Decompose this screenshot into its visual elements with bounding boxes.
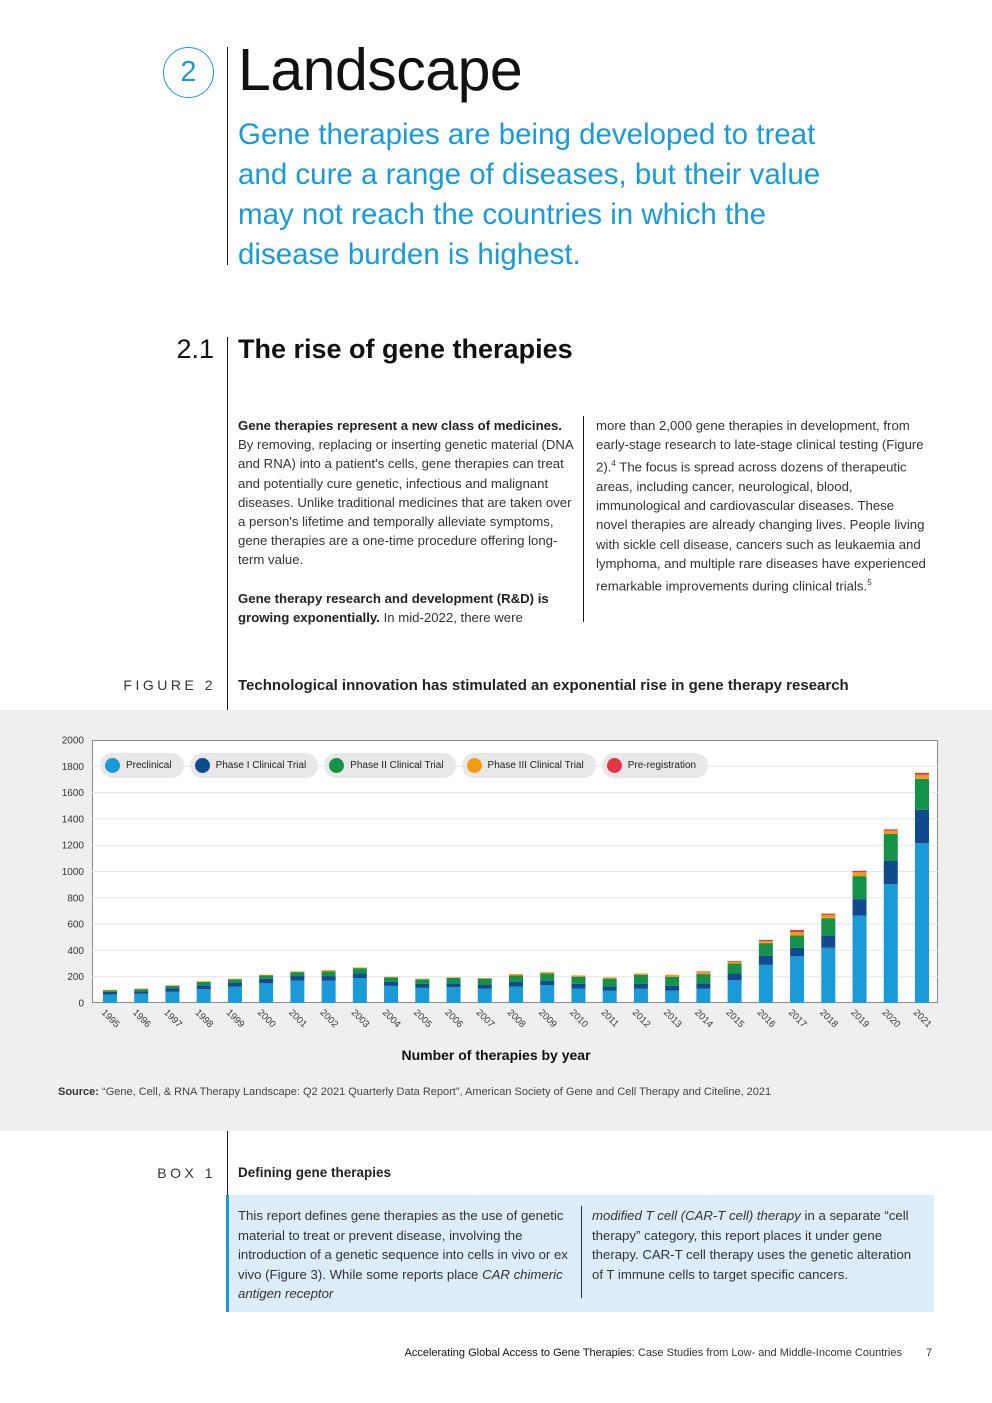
bar-segment-2004-phase-i-clinical-trial <box>384 982 398 986</box>
bar-segment-2011-phase-i-clinical-trial <box>603 987 617 991</box>
bar-segment-2006-phase-iii-clinical-trial <box>447 977 461 978</box>
box-column-left <box>238 1206 570 1304</box>
bar-segment-1998-preclinical <box>197 989 211 1003</box>
bar-segment-2011-preclinical <box>603 991 617 1003</box>
y-tick-label: 200 <box>67 972 84 984</box>
box-divider-vertical <box>227 1131 228 1195</box>
chart-legend <box>100 753 708 778</box>
bar-segment-2019-pre-registration <box>853 871 867 872</box>
paragraph-1 <box>238 416 576 570</box>
bar-segment-1998-phase-ii-clinical-trial <box>197 982 211 985</box>
bar-segment-2002-preclinical <box>322 981 336 1003</box>
bar-segment-2007-phase-iii-clinical-trial <box>478 978 492 979</box>
paragraph-2 <box>238 589 576 627</box>
bar-segment-2017-preclinical <box>790 956 804 1003</box>
box-left-italic: CAR chimeric antigen receptor <box>238 1266 563 1301</box>
y-tick-label: 600 <box>67 919 84 931</box>
bar-segment-1999-phase-ii-clinical-trial <box>228 979 242 982</box>
bar-segment-1995-phase-ii-clinical-trial <box>103 991 117 992</box>
bar-segment-1995-preclinical <box>103 994 117 1003</box>
footer-title-rest: Case Studies from Low- and Middle-Income Countries <box>634 1347 902 1359</box>
x-tick-label: 2017 <box>785 1007 809 1031</box>
body-column-left <box>238 416 576 646</box>
bar-segment-1997-phase-ii-clinical-trial <box>165 986 179 989</box>
bar-segment-2013-phase-i-clinical-trial <box>665 986 679 991</box>
bar-segment-2010-phase-ii-clinical-trial <box>571 977 585 984</box>
y-tick-label: 1600 <box>61 788 84 800</box>
y-tick-label: 2000 <box>61 735 84 747</box>
bar-segment-2018-preclinical <box>821 948 835 1003</box>
legend-item-pre-registration[interactable] <box>602 753 708 778</box>
bar-segment-2019-phase-ii-clinical-trial <box>853 876 867 899</box>
legend-swatch-preclinical <box>105 758 120 773</box>
x-tick-label: 2003 <box>348 1007 372 1031</box>
bar-segment-2011-phase-iii-clinical-trial <box>603 977 617 978</box>
bar-segment-2001-phase-iii-clinical-trial <box>290 971 304 972</box>
page-number: 7 <box>926 1347 933 1359</box>
bar-segment-2017-phase-i-clinical-trial <box>790 948 804 957</box>
y-tick-label: 800 <box>67 893 84 905</box>
bar-segment-2008-preclinical <box>509 987 523 1003</box>
chapter-number-badge <box>163 47 214 98</box>
bar-segment-2006-preclinical <box>447 987 461 1003</box>
paragraph-3 <box>596 416 926 596</box>
bar-segment-2014-pre-registration <box>696 971 710 972</box>
x-tick-label: 2014 <box>692 1007 715 1031</box>
bar-segment-1996-phase-ii-clinical-trial <box>134 989 148 991</box>
bar-segment-1995-phase-i-clinical-trial <box>103 992 117 995</box>
bar-segment-1996-preclinical <box>134 994 148 1003</box>
bar-segment-2014-preclinical <box>696 989 710 1003</box>
x-tick-label: 2006 <box>442 1007 466 1031</box>
legend-label: Preclinical <box>126 760 172 771</box>
bar-segment-2001-phase-i-clinical-trial <box>290 976 304 981</box>
bar-segment-2000-phase-ii-clinical-trial <box>259 975 273 978</box>
box-label: BOX 1 <box>157 1165 216 1181</box>
footnote-ref-4[interactable]: 4 <box>611 459 616 469</box>
paragraph-1-text: By removing, replacing or inserting genetic material (DNA and RNA) into a patient's cells, gene therapies can treat and potentially cure genetic, infectious and malignant diseases. Unlike traditional medicines that are taken over a person's lifetime and temporally alleviate symptoms, gene therapies are a one-time procedure offering long-term value. <box>238 437 573 568</box>
bar-segment-2021-pre-registration <box>915 773 929 775</box>
bar-segment-2003-preclinical <box>353 978 367 1003</box>
paragraph-2-text: In mid-2022, there were <box>379 610 523 626</box>
y-tick-label: 400 <box>67 945 84 957</box>
page-title: Landscape <box>238 37 523 103</box>
bar-segment-2007-preclinical <box>478 989 492 1003</box>
legend-label: Phase II Clinical Trial <box>350 760 444 771</box>
bar-segment-2017-phase-ii-clinical-trial <box>790 935 804 947</box>
source-label: Source: <box>58 1086 99 1098</box>
bar-segment-2013-preclinical <box>665 991 679 1003</box>
bar-segment-2002-phase-ii-clinical-trial <box>322 971 336 976</box>
figure-source <box>58 1086 771 1098</box>
bar-segment-2013-phase-iii-clinical-trial <box>665 975 679 977</box>
bar-segment-2016-preclinical <box>759 965 773 1003</box>
box-column-divider <box>581 1206 582 1298</box>
bar-segment-1995-phase-iii-clinical-trial <box>103 990 117 991</box>
bar-segment-2006-phase-i-clinical-trial <box>447 983 461 987</box>
footer-title <box>405 1347 903 1359</box>
bar-segment-2021-phase-iii-clinical-trial <box>915 775 929 779</box>
x-tick-label: 1998 <box>192 1007 216 1031</box>
box-right-italic: modified T cell (CAR-T cell) therapy <box>592 1208 801 1223</box>
bar-segment-2018-phase-i-clinical-trial <box>821 935 835 947</box>
bar-segment-2012-phase-ii-clinical-trial <box>634 975 648 984</box>
x-tick-label: 2008 <box>504 1007 528 1031</box>
header-divider <box>227 47 228 265</box>
bar-segment-2012-preclinical <box>634 989 648 1003</box>
bar-segment-2006-phase-ii-clinical-trial <box>447 978 461 983</box>
bar-segment-2020-phase-ii-clinical-trial <box>884 834 898 861</box>
bar-segment-2004-preclinical <box>384 986 398 1003</box>
bar-segment-2001-phase-ii-clinical-trial <box>290 972 304 976</box>
bar-segment-2018-phase-ii-clinical-trial <box>821 918 835 935</box>
bar-segment-2015-phase-i-clinical-trial <box>728 973 742 980</box>
paragraph-3-text-a: more than 2,000 gene therapies in development, from early-stage research to late-stage clinical testing (Figure 2). <box>596 418 924 475</box>
bar-segment-2005-phase-iii-clinical-trial <box>415 979 429 980</box>
y-tick-label: 1000 <box>61 867 84 878</box>
x-tick-label: 2018 <box>817 1007 840 1031</box>
bar-segment-2010-preclinical <box>571 989 585 1003</box>
y-tick-label: 1200 <box>61 840 84 852</box>
x-tick-label: 2004 <box>379 1007 403 1031</box>
column-divider <box>583 416 584 622</box>
x-tick-label: 2020 <box>879 1007 903 1031</box>
footnote-ref-5[interactable]: 5 <box>867 578 872 588</box>
bar-segment-2009-phase-ii-clinical-trial <box>540 973 554 980</box>
bar-segment-1996-phase-i-clinical-trial <box>134 991 148 994</box>
bar-segment-2009-phase-i-clinical-trial <box>540 981 554 986</box>
bar-segment-2009-phase-iii-clinical-trial <box>540 972 554 973</box>
bar-segment-2004-phase-ii-clinical-trial <box>384 977 398 982</box>
bar-segment-2008-phase-ii-clinical-trial <box>509 975 523 982</box>
section-number: 2.1 <box>176 334 214 364</box>
bar-segment-2007-phase-ii-clinical-trial <box>478 979 492 985</box>
bar-segment-2017-phase-iii-clinical-trial <box>790 932 804 935</box>
bar-segment-2016-phase-i-clinical-trial <box>759 956 773 965</box>
bar-segment-1999-phase-i-clinical-trial <box>228 983 242 987</box>
legend-label: Phase I Clinical Trial <box>215 760 307 771</box>
bar-segment-2020-preclinical <box>884 884 898 1003</box>
bar-segment-2004-phase-iii-clinical-trial <box>384 977 398 978</box>
legend-item-phase-1[interactable] <box>190 753 319 778</box>
legend-item-phase-3[interactable] <box>462 753 596 778</box>
y-tick-label: 1400 <box>61 814 84 826</box>
section-divider <box>227 337 228 710</box>
bar-segment-2015-phase-iii-clinical-trial <box>728 962 742 964</box>
bar-segment-2005-phase-ii-clinical-trial <box>415 979 429 984</box>
x-tick-label: 2011 <box>598 1007 621 1030</box>
bar-segment-2021-phase-ii-clinical-trial <box>915 779 929 810</box>
bar-segment-2015-pre-registration <box>728 961 742 962</box>
bar-segment-2014-phase-iii-clinical-trial <box>696 972 710 974</box>
figure-label: FIGURE 2 <box>123 677 216 693</box>
bar-segment-2013-phase-ii-clinical-trial <box>665 977 679 986</box>
bar-segment-2002-phase-i-clinical-trial <box>322 976 336 981</box>
box-title: Defining gene therapies <box>238 1165 392 1180</box>
chapter-number: 2 <box>180 56 197 88</box>
x-axis-title: Number of therapies by year <box>401 1047 591 1063</box>
footer-title-bold: Accelerating Global Access to Gene Therapies: <box>404 1347 635 1359</box>
body-column-right <box>596 416 926 615</box>
x-tick-label: 2021 <box>910 1007 934 1031</box>
box-column-right <box>592 1206 922 1284</box>
bar-segment-2021-phase-i-clinical-trial <box>915 810 929 844</box>
x-tick-label: 2007 <box>473 1007 497 1031</box>
x-tick-label: 2002 <box>317 1007 341 1031</box>
legend-swatch-phase-3 <box>467 758 482 773</box>
bar-segment-2007-phase-i-clinical-trial <box>478 985 492 989</box>
legend-swatch-phase-1 <box>195 758 210 773</box>
bar-segment-2002-phase-iii-clinical-trial <box>322 970 336 971</box>
x-tick-label: 2001 <box>286 1007 309 1031</box>
x-tick-label: 2010 <box>567 1007 591 1031</box>
bar-segment-2005-preclinical <box>415 988 429 1003</box>
bar-segment-2008-phase-i-clinical-trial <box>509 982 523 987</box>
bar-segment-2018-phase-iii-clinical-trial <box>821 915 835 918</box>
legend-item-phase-2[interactable] <box>324 753 455 778</box>
bar-segment-2016-pre-registration <box>759 940 773 941</box>
paragraph-3-text-b: The focus is spread across dozens of therapeutic areas, including cancer, neurological, blood, immunological and cardiovascular diseases. These novel therapies are already changing lives. People living with sickle cell disease, cancers such as leukaemia and lymphoma, and multiple rare diseases have experienced remarkable improvements during clinical trials. <box>596 459 926 594</box>
bar-segment-2010-phase-i-clinical-trial <box>571 984 585 989</box>
box-right-text: in a separate “cell therapy” category, this report places it under gene therapy. CAR-T cell therapy uses the genetic alteration of T immune cells to target specific cancers. <box>592 1208 912 1282</box>
bar-segment-2003-phase-iii-clinical-trial <box>353 967 367 968</box>
bar-segment-2011-phase-ii-clinical-trial <box>603 979 617 987</box>
intro-statement: Gene therapies are being developed to treat and cure a range of diseases, but their value may not reach the countries in which the disease burden is highest. <box>238 118 821 271</box>
bar-segment-2019-phase-i-clinical-trial <box>853 899 867 915</box>
bar-segment-1999-preclinical <box>228 987 242 1003</box>
bar-segment-1998-phase-iii-clinical-trial <box>197 981 211 982</box>
x-tick-label: 1999 <box>223 1007 247 1031</box>
bar-segment-2015-preclinical <box>728 980 742 1003</box>
x-tick-label: 2019 <box>848 1007 872 1031</box>
bar-segment-2008-phase-iii-clinical-trial <box>509 974 523 975</box>
bar-segment-1997-phase-iii-clinical-trial <box>165 985 179 986</box>
bar-segment-2001-preclinical <box>290 981 304 1003</box>
x-tick-label: 1995 <box>98 1007 122 1031</box>
x-tick-label: 2000 <box>255 1007 278 1031</box>
legend-swatch-phase-2 <box>329 758 344 773</box>
x-tick-label: 2016 <box>754 1007 778 1031</box>
bar-segment-2020-phase-i-clinical-trial <box>884 861 898 884</box>
bar-segment-2019-preclinical <box>853 916 867 1003</box>
section-title: The rise of gene therapies <box>238 334 573 364</box>
bar-segment-2003-phase-ii-clinical-trial <box>353 968 367 973</box>
legend-label: Phase III Clinical Trial <box>487 760 584 771</box>
bar-segment-1996-phase-iii-clinical-trial <box>134 989 148 990</box>
bar-segment-2016-phase-ii-clinical-trial <box>759 943 773 955</box>
legend-item-preclinical[interactable] <box>100 753 184 778</box>
bar-segment-2000-preclinical <box>259 983 273 1003</box>
bar-segment-2020-phase-iii-clinical-trial <box>884 831 898 834</box>
x-tick-label: 2009 <box>536 1007 559 1031</box>
x-tick-label: 1997 <box>161 1007 185 1031</box>
bar-segment-2005-phase-i-clinical-trial <box>415 984 429 988</box>
bar-segment-2003-phase-i-clinical-trial <box>353 973 367 978</box>
x-tick-label: 2012 <box>629 1007 653 1031</box>
bar-segment-1998-phase-i-clinical-trial <box>197 985 211 989</box>
bar-segment-1997-preclinical <box>165 992 179 1003</box>
bar-segment-2012-phase-i-clinical-trial <box>634 984 648 989</box>
bar-segment-2014-phase-ii-clinical-trial <box>696 974 710 983</box>
paragraph-2-lead: Gene therapy research and development (R&D) is growing exponentially. <box>238 590 549 626</box>
x-tick-label: 1996 <box>130 1007 153 1031</box>
y-tick-label: 0 <box>78 998 84 1010</box>
bar-segment-2000-phase-iii-clinical-trial <box>259 975 273 976</box>
paragraph-1-lead: Gene therapies represent a new class of medicines. <box>238 418 562 433</box>
y-tick-label: 1800 <box>61 761 84 773</box>
bar-segment-2016-phase-iii-clinical-trial <box>759 941 773 943</box>
bar-segment-1999-phase-iii-clinical-trial <box>228 979 242 980</box>
source-text: “Gene, Cell, & RNA Therapy Landscape: Q2 2021 Quarterly Data Report”, American Society of Gene and Cell Therapy and Citeline, 2021 <box>98 1086 772 1098</box>
bar-segment-2014-phase-i-clinical-trial <box>696 983 710 988</box>
bar-segment-2000-phase-i-clinical-trial <box>259 979 273 984</box>
bar-segment-2019-phase-iii-clinical-trial <box>853 872 867 876</box>
bar-segment-2012-phase-iii-clinical-trial <box>634 973 648 974</box>
x-tick-label: 2015 <box>723 1007 747 1031</box>
bar-segment-2010-phase-iii-clinical-trial <box>571 975 585 976</box>
figure-title: Technological innovation has stimulated an exponential rise in gene therapy research <box>238 677 849 694</box>
bar-segment-2020-pre-registration <box>884 829 898 830</box>
bar-segment-2021-preclinical <box>915 843 929 1003</box>
x-tick-label: 2005 <box>411 1007 434 1031</box>
bar-segment-2017-pre-registration <box>790 930 804 932</box>
legend-label: Pre-registration <box>627 760 697 771</box>
bar-segment-2009-preclinical <box>540 985 554 1003</box>
x-tick-label: 2013 <box>661 1007 684 1031</box>
legend-swatch-pre-registration <box>607 758 622 773</box>
bar-segment-2018-pre-registration <box>821 914 835 915</box>
box-left-text: This report defines gene therapies as the use of genetic material to treat or prevent disease, involving the introduction of a genetic sequence into cells in vivo or ex vivo (Figure 3). While some reports place <box>238 1208 568 1282</box>
bar-segment-2015-phase-ii-clinical-trial <box>728 964 742 974</box>
bar-segment-1997-phase-i-clinical-trial <box>165 989 179 992</box>
